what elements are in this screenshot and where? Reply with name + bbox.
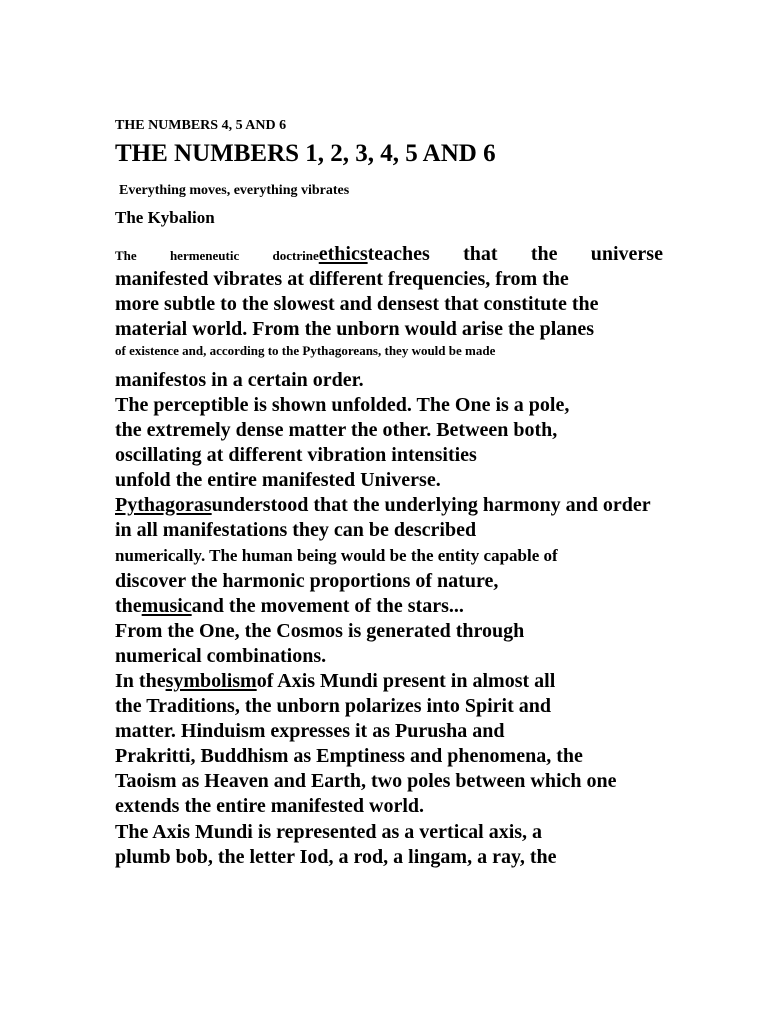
paragraph-line: of existence and, according to the Pythagoreans, they would be made [115,343,496,358]
paragraph-line: Taoism as Heaven and Earth, two poles between which one [115,770,617,792]
paragraph-line: unfold the entire manifested Universe. [115,469,441,491]
paragraph-line: manifested vibrates at different frequencies, from the [115,268,569,290]
paragraph-line: The perceptible is shown unfolded. The One is a pole, [115,394,570,416]
paragraph-line: extends the entire manifested world. [115,795,425,817]
paragraph-line: the Traditions, the unborn polarizes into Spirit and [115,695,551,717]
link-ethics[interactable]: ethics [318,243,368,265]
link-pythagoras[interactable]: Pythagoras [115,494,212,516]
paragraph-line: plumb bob, the letter Iod, a rod, a lingam, a ray, the [115,846,557,868]
paragraph-line: matter. Hinduism expresses it as Purusha and [115,720,505,742]
paragraph-line: in all manifestations they can be described [115,519,477,541]
paragraph-line: material world. From the unborn would arise the planes [115,318,595,340]
paragraph-line: the extremely dense matter the other. Between both, [115,419,558,441]
paragraph-line: The hermeneutic doctrineethicsteaches that the universe [115,243,663,265]
link-symbolism[interactable]: symbolism [165,670,257,692]
paragraph-line: From the One, the Cosmos is generated through [115,620,525,642]
page-title: THE NUMBERS 1, 2, 3, 4, 5 AND 6 [115,140,496,167]
paragraph-line: oscillating at different vibration intensities [115,444,477,466]
epigraph-source: The Kybalion [115,208,215,227]
paragraph-line: manifestos in a certain order. [115,369,364,391]
paragraph-line: Pythagorasunderstood that the underlying harmony and order [115,494,651,516]
paragraph-line: numerically. The human being would be the entity capable of [115,546,558,565]
epigraph: Everything moves, everything vibrates [119,183,350,198]
paragraph-line: The Axis Mundi is represented as a vertical axis, a [115,821,543,843]
paragraph-line: discover the harmonic proportions of nature, [115,570,499,592]
paragraph-line: themusicand the movement of the stars... [115,595,464,617]
paragraph-line: Prakritti, Buddhism as Emptiness and phenomena, the [115,745,583,767]
paragraph-line: numerical combinations. [115,645,327,667]
small-title: THE NUMBERS 4, 5 AND 6 [115,118,287,133]
paragraph-line: more subtle to the slowest and densest that constitute the [115,293,599,315]
link-music[interactable]: music [141,595,192,617]
paragraph-line: In thesymbolismof Axis Mundi present in almost all [115,670,556,692]
